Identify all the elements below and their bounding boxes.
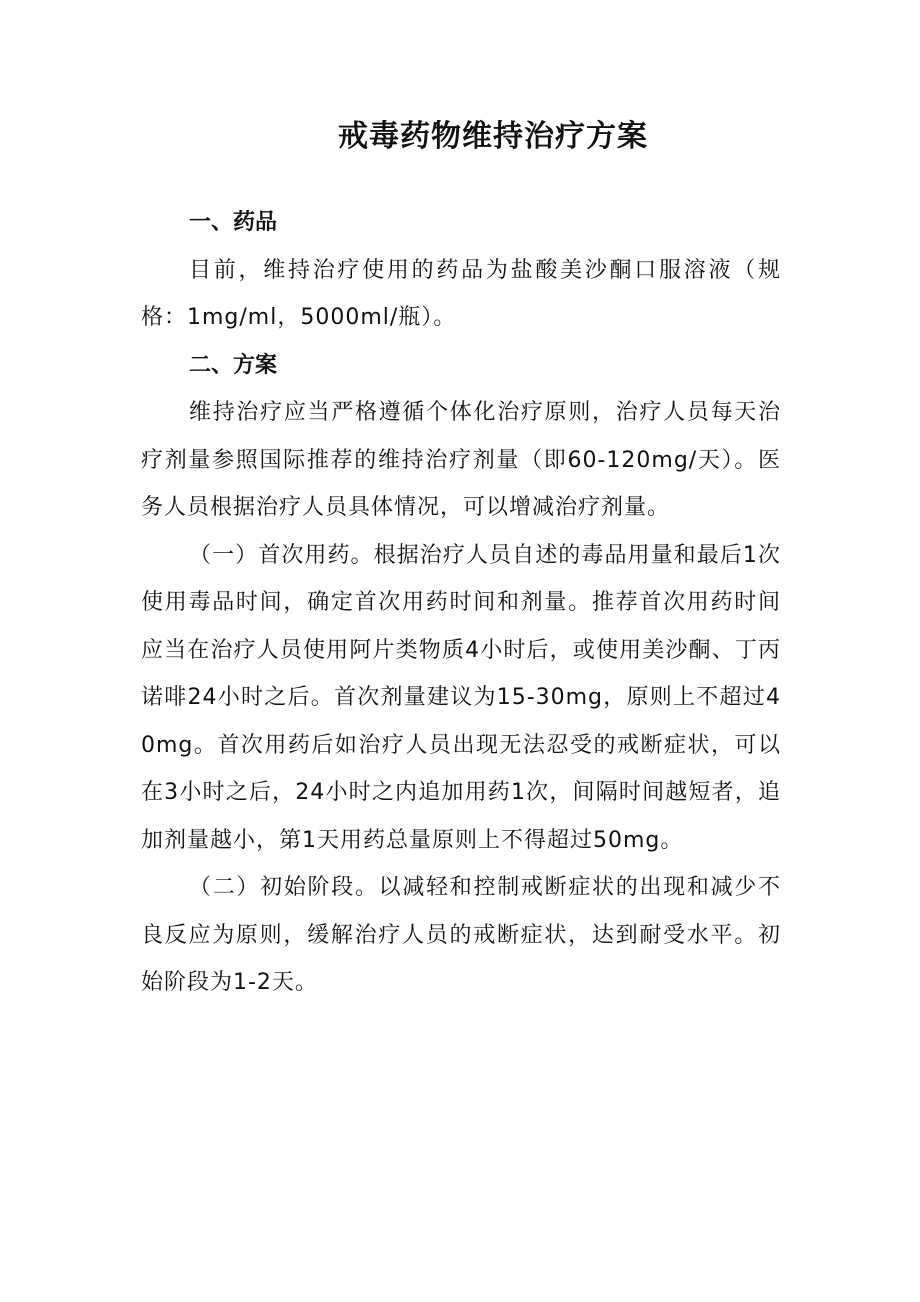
- paragraph-initial-stage: （二）初始阶段。以减轻和控制戒断症状的出现和减少不良反应为原则，缓解治疗人员的戒断症状，达到耐受水平。初始阶段为1-2天。: [141, 875, 781, 995]
- paragraph-drug-description: 目前，维持治疗使用的药品为盐酸美沙酮口服溶液（规格：1mg/ml，5000ml/瓶）。: [141, 257, 781, 330]
- section-heading-plan: 二、方案: [189, 352, 278, 378]
- paragraph-first-dose: （一）首次用药。根据治疗人员自述的毒品用量和最后1次使用毒品时间，确定首次用药时间和剂量。推荐首次用药时间应当在治疗人员使用阿片类物质4小时后，或使用美沙酮、丁丙诺啡24小时之后。首次剂量建议为15-30mg，原则上不超过40mg。首次用药后如治疗人员出现无法忍受的戒断症状，可以在3小时之后，24小时之内追加用药1次，间隔时间越短者，追加剂量越小，第1天用药总量原则上不得超过50mg。: [141, 542, 781, 853]
- document-body: [141, 199, 781, 1007]
- section-heading-drugs: 一、药品: [189, 210, 278, 235]
- paragraph-plan-principle: 维持治疗应当严格遵循个体化治疗原则，治疗人员每天治疗剂量参照国际推荐的维持治疗剂量（即60-120mg/天）。医务人员根据治疗人员具体情况，可以增减治疗剂量。: [141, 400, 781, 520]
- document-title: 戒毒药物维持治疗方案: [338, 119, 648, 154]
